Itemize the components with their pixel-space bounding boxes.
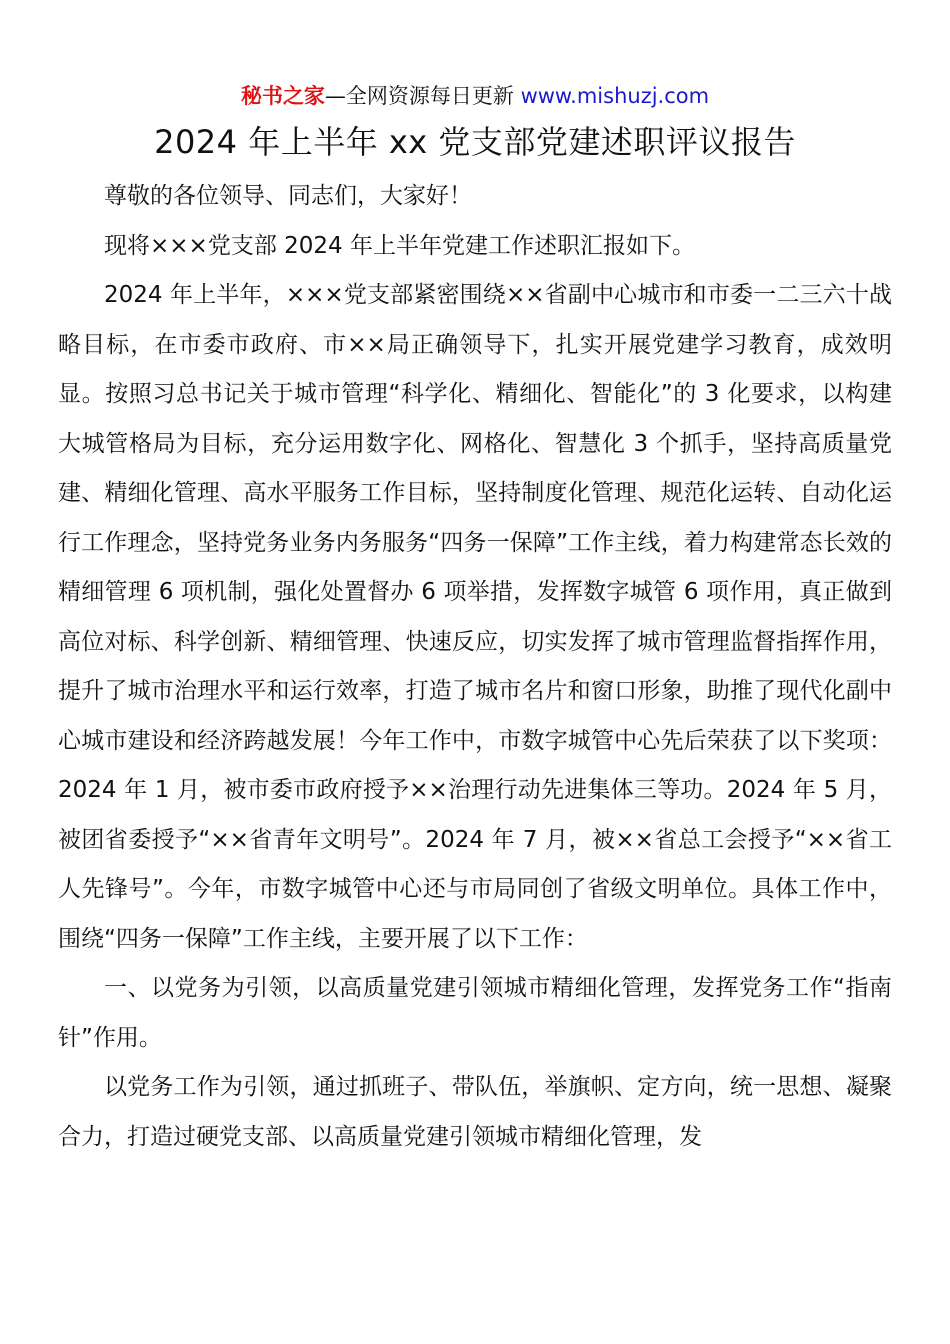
summary-paragraph: 2024 年上半年，×××党支部紧密围绕××省副中心城市和市委一二三六十战略目标，在市委市政府、市××局正确领导下，扎实开展党建学习教育，成效明显。按照习总书记关于城市管理“科学化、精细化、智能化”的 3 化要求，以构建大城管格局为目标，充分运用数字化、网格化、智慧化 3 个抓手，坚持高质量党建、精细化管理、高水平服务工作目标，坚持制度化管理、规范化运转、自动化运行工作理念，坚持党务业务内务服务“四务一保障”工作主线，着力构建常态长效的精细管理 6 项机制，强化处置督办 6 项举措，发挥数字城管 6 项作用，真正做到高位对标、科学创新、精细管理、快速反应，切实发挥了城市管理监督指挥作用，提升了城市治理水平和运行效率，打造了城市名片和窗口形象，助推了现代化副中心城市建设和经济跨越发展！今年工作中，市数字城管中心先后荣获了以下奖项：2024 年 1 月，被市委市政府授予××治理行动先进集体三等功。2024 年 5 月，被团省委授予“××省青年文明号”。2024 年 7 月，被××省总工会授予“××省工人先锋号”。今年，市数字城管中心还与市局同创了省级文明单位。具体工作中，围绕“四务一保障”工作主线，主要开展了以下工作：	[58, 282, 892, 952]
site-tagline: —全网资源每日更新	[324, 84, 521, 108]
greeting-paragraph: 尊敬的各位领导、同志们，大家好！	[104, 183, 472, 209]
section-paragraph-1: 以党务工作为引领，通过抓班子、带队伍，举旗帜、定方向，统一思想、凝聚合力，打造过硬党支部、以高质量党建引领城市精细化管理，发	[58, 1074, 892, 1150]
site-brand: 秘书之家	[240, 84, 325, 108]
site-url-link[interactable]: www.mishuzj.com	[520, 84, 710, 108]
document-title: 2024 年上半年 xx 党支部党建述职评议报告	[154, 123, 796, 161]
section-heading-1: 一、以党务为引领，以高质量党建引领城市精细化管理，发挥党务工作“指南针”作用。	[58, 975, 892, 1051]
document-body	[58, 172, 892, 1162]
site-header	[58, 80, 892, 112]
intro-paragraph: 现将×××党支部 2024 年上半年党建工作述职汇报如下。	[104, 232, 695, 259]
